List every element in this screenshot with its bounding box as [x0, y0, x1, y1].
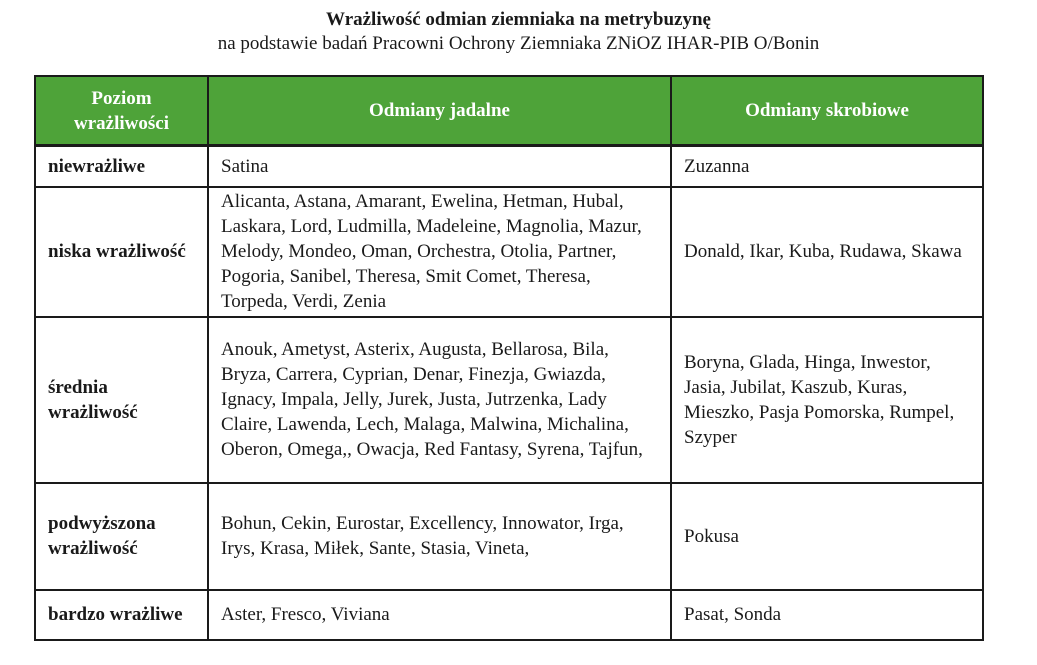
header-skrobiowe: Odmiany skrobiowe	[671, 76, 983, 146]
table-row	[35, 317, 983, 483]
row-skrobiowe: Donald, Ikar, Kuba, Rudawa, Skawa	[671, 187, 983, 317]
row-level: niska wrażliwość	[35, 187, 208, 317]
header-level: Poziom wrażliwości	[35, 76, 208, 146]
header-jadalne: Odmiany jadalne	[208, 76, 671, 146]
row-jadalne: Aster, Fresco, Viviana	[208, 590, 671, 640]
row-jadalne: Alicanta, Astana, Amarant, Ewelina, Hetman, Hubal, Laskara, Lord, Ludmilla, Madeleine, Magnolia, Mazur, Melody, Mondeo, Oman, Orchestra, Otolia, Partner, Pogoria, Sanibel, Theresa, Smit Comet, Theresa, Torpeda, Verdi, Zenia	[208, 187, 671, 317]
row-skrobiowe: Boryna, Glada, Hinga, Inwestor, Jasia, Jubilat, Kaszub, Kuras, Mieszko, Pasja Pomorska, Rumpel, Szyper	[671, 317, 983, 483]
page-title: Wrażliwość odmian ziemniaka na metrybuzynę	[326, 9, 711, 30]
table-row	[35, 146, 983, 187]
table-row	[35, 187, 983, 317]
row-level: niewrażliwe	[35, 146, 208, 187]
table-header-row	[35, 76, 983, 146]
row-level: bardzo wrażliwe	[35, 590, 208, 640]
sensitivity-table	[34, 75, 984, 641]
page-subtitle: na podstawie badań Pracowni Ochrony Ziemniaka ZNiOZ IHAR-PIB O/Bonin	[217, 33, 820, 54]
table-row	[35, 483, 983, 590]
row-level: podwyższona wrażliwość	[35, 483, 208, 590]
row-jadalne: Bohun, Cekin, Eurostar, Excellency, Innowator, Irga, Irys, Krasa, Miłek, Sante, Stasia, Vineta,	[208, 483, 671, 590]
table-row	[35, 590, 983, 640]
row-jadalne: Anouk, Ametyst, Asterix, Augusta, Bellarosa, Bila, Bryza, Carrera, Cyprian, Denar, Finezja, Gwiazda, Ignacy, Impala, Jelly, Jurek, Justa, Jutrzenka, Lady Claire, Lawenda, Lech, Malaga, Malwina, Michalina, Oberon, Omega,, Owacja, Red Fantasy, Syrena, Tajfun,	[208, 317, 671, 483]
row-level: średnia wrażliwość	[35, 317, 208, 483]
row-jadalne: Satina	[208, 146, 671, 187]
row-skrobiowe: Zuzanna	[671, 146, 983, 187]
row-skrobiowe: Pokusa	[671, 483, 983, 590]
row-skrobiowe: Pasat, Sonda	[671, 590, 983, 640]
